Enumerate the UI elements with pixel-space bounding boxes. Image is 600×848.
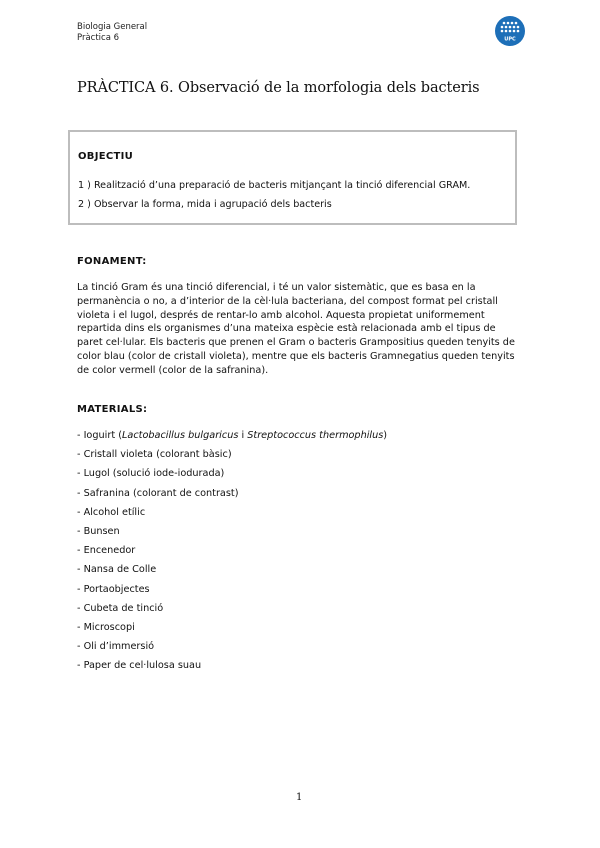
page-number: 1: [296, 792, 303, 803]
fonament-line: de color vermell (color de la safranina).: [77, 364, 269, 376]
list-item: - Safranina (colorant de contrast): [77, 487, 239, 499]
objectiu-item-1: 1 ) Realització d’una preparació de bacteris mitjançant la tinció diferencial GRAM.: [78, 180, 471, 191]
fonament-line: paret cel·lular. Els bacteris que prenen el Gram o bacteris Grampositius queden tenyits de: [77, 337, 515, 349]
fonament-line: violeta i el lugol, després de rentar-lo amb alcohol. Aquesta propietat uniformement: [77, 309, 485, 321]
objectiu-item-2: 2 ) Observar la forma, mida i agrupació dels bacteris: [78, 199, 332, 210]
logo-text: UPC: [504, 36, 516, 43]
fonament-line: repartida dins els organismes d’una mateixa espècie està relacionada amb el tipus de: [77, 323, 496, 335]
fonament-line: La tinció Gram és una tinció diferencial, i té un valor sistemàtic, que es basa en la: [77, 282, 476, 293]
objectiu-box: [68, 130, 517, 225]
list-item: - Microscopi: [77, 621, 135, 633]
materials-heading: MATERIALS:: [77, 404, 148, 415]
list-item: - Cristall violeta (colorant bàsic): [77, 449, 232, 461]
list-item: - Bunsen: [77, 525, 120, 537]
list-item: - Nansa de Colle: [77, 564, 157, 576]
list-item: - Lugol (solució iode-iodurada): [77, 468, 225, 480]
header-course: Biologia General: [77, 22, 148, 32]
list-item: - Ioguirt (Lactobacillus bulgaricus i Streptococcus thermophilus): [77, 430, 388, 441]
list-item: - Cubeta de tinció: [77, 602, 164, 614]
list-item: - Alcohol etílic: [77, 506, 146, 518]
header-practice: Pràctica 6: [77, 33, 120, 43]
page-title: PRÀCTICA 6. Observació de la morfologia dels bacteris: [77, 80, 480, 96]
upc-logo-icon: [495, 16, 525, 46]
running-header: [77, 22, 147, 44]
list-item: - Oli d’immersió: [77, 641, 155, 653]
fonament-line: color blau (color de cristall violeta), mentre que els bacteris Gramnegatius queden tenyits: [77, 350, 515, 362]
fonament-heading: FONAMENT:: [77, 256, 147, 267]
fonament-paragraph: [77, 281, 517, 378]
materials-list: [77, 430, 387, 679]
list-item: - Encenedor: [77, 545, 136, 557]
fonament-line: permanència o no, a d’interior de la cèl·lula bacteriana, del compost format pel cristall: [77, 295, 498, 307]
list-item: - Portaobjectes: [77, 583, 150, 595]
list-item: - Paper de cel·lulosa suau: [77, 660, 202, 672]
objectiu-heading: OBJECTIU: [78, 151, 134, 162]
